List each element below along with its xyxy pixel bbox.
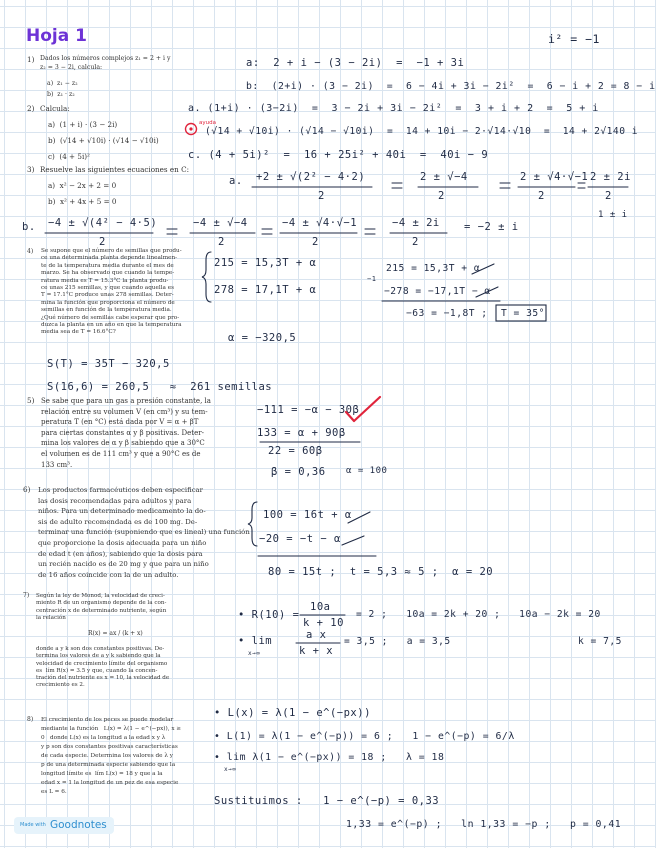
brace-system-4 (202, 252, 211, 302)
problem-3b: b) x² + 4x + 5 = 0 (48, 197, 117, 206)
answer-7-lim-num: a x (306, 629, 327, 641)
answer-3b-step2-num: −4 ± √4·√−1 (282, 217, 358, 229)
system-6-eq2: −20 = −t − α (259, 533, 341, 545)
answer-3b-step2-den: 2 (312, 236, 319, 248)
answer-3a-step3-den: 2 (605, 190, 612, 202)
result-beta: β = 0,36 (271, 466, 326, 478)
help-note: ayuda (199, 120, 216, 126)
strike-alpha-2 (476, 287, 498, 297)
problem-4-number: 4) (27, 248, 34, 255)
answer-3b-numerator: −4 ± √(4² − 4·5) (48, 217, 158, 229)
system-5-eq1: −111 = −α − 30β (257, 404, 360, 416)
problem-6-number: 6) (23, 485, 31, 494)
problem-1b: b) z₁ · z₂ (47, 91, 75, 98)
answer-2a: a. (1+i) · (3−2i) = 3 − 2i + 3i − 2i² = 3 + i + 2 = 5 + i (188, 103, 599, 114)
system-4-eq2: 278 = 17,1T + α (214, 284, 317, 296)
problem-1a: a) z₁ − z₂ (47, 80, 78, 87)
badge-brand: Goodnotes (50, 819, 107, 831)
answer-3b-step3-den: 2 (412, 236, 419, 248)
system-4-eq1: 215 = 15,3T + α (214, 257, 317, 269)
result-alpha: α = −320,5 (228, 332, 297, 344)
answer-8-substitute: Sustituimos : 1 − e^(−p) = 0,33 (214, 795, 440, 807)
answer-3a-label: a. (229, 175, 243, 187)
problem-7-formula: R(x) = ax / (k + x) (88, 630, 143, 637)
problem-2a: a) (1 + i) · (3 − 2i) (48, 120, 118, 129)
result-T: T = 35° (501, 308, 545, 319)
page-title: Hoja 1 (26, 26, 87, 46)
result-alpha-5: α = 100 (346, 466, 388, 476)
answer-3b-result: = −2 ± i (464, 221, 519, 233)
system-4-row2: −278 = −17,1T − α (384, 286, 491, 297)
system-4-row3: −63 = −1,8T ; (406, 308, 488, 319)
answer-3a-step2-den: 2 (538, 190, 545, 202)
answer-7-lim-den: k + x (299, 645, 334, 657)
badge-made-with: Made with (20, 822, 46, 828)
checkmark-icon (346, 397, 380, 421)
system-6-result: 80 = 15t ; t = 5,3 ≈ 5 ; α = 20 (268, 566, 494, 578)
system-5-eq3: 22 = 60β (268, 445, 323, 457)
answer-8-L: • L(x) = λ(1 − e^(−px)) (214, 707, 371, 719)
answer-3b-step1-den: 2 (218, 236, 225, 248)
problem-2-number: 2) (27, 104, 35, 113)
help-dot-icon (189, 127, 192, 130)
problem-5-text: Se sabe que para un gas a presión constante, la relación entre su volumen V (en cm³) y su tem- peratura T (en °C) está dada por V = α + βT para ciertas constantes α y β positivas. Deter- mina los valores de α y β sabiendo que a 30°C el volumen es de 111 cm³ y que a 90°C es de 133 cm³. (41, 397, 211, 469)
answer-8-L1: • L(1) = λ(1 − e^(−p)) = 6 ; 1 − e^(−p) = 6/λ (214, 731, 515, 742)
i-squared-note: i² = −1 (548, 32, 600, 46)
problem-7-text: Según la ley de Monod, la velocidad de creci- miento R de un organismo depende de la con- centración x de determinado nutriente, según la relación (36, 593, 167, 621)
answer-8-lambda: • lim λ(1 − e^(−px)) = 18 ; λ = 18 (214, 752, 445, 763)
strike-alpha-1 (472, 264, 494, 274)
answer-3a-step3-num: 2 ± 2i (590, 171, 631, 183)
system-6-eq1: 100 = 16t + α (263, 509, 352, 521)
answer-7-lim-sub: x→∞ (248, 650, 261, 657)
problem-6-text: Los productos farmacéuticos deben especificar las dosis recomendadas para adultos y para niños. Para un determinado medicamento la do- sis de adulto recomendada es de 100 mg. De- terminar una función (suponiendo que es lineal) una función que proporcione la dosis adecuada para un niño de edad t (en años), sabiendo que la dosis para un recién nacido es de 20 mg y que para un niño de 16 años coincide con la de un adulto. (38, 486, 250, 579)
answer-3b-label: b. (22, 221, 36, 233)
answer-7-eq1: = 2 ; 10a = 2k + 20 ; 10a − 2k = 20 (356, 609, 601, 620)
problem-1-number: 1) (27, 55, 35, 64)
answer-3a-step1-den: 2 (438, 190, 445, 202)
system-5-eq2: 133 = α + 90β (257, 427, 346, 439)
answer-2c: c. (4 + 5i)² = 16 + 25i² + 40i = 40i − 9 (188, 149, 489, 161)
strike-alpha-4 (342, 536, 364, 545)
result-S166: S(16,6) = 260,5 ≈ 261 semillas (47, 381, 273, 393)
problem-5-number: 5) (27, 396, 35, 405)
function-S: S(T) = 35T − 320,5 (47, 358, 170, 370)
answer-3b-denominator: 2 (99, 236, 106, 248)
answer-7-R10: • R(10) = (238, 609, 300, 621)
problem-1-text: Dados los números complejos z₁ = 2 + i y z₂ = 3 − 2i, calcula: (40, 55, 171, 71)
problem-3-text: Resuelve las siguientes ecuaciones en C: (40, 165, 189, 174)
problem-2c: c) (4 + 5i)² (48, 152, 90, 161)
answer-8-p: 1,33 = e^(−p) ; ln 1,33 = −p ; p = 0,41 (346, 819, 622, 830)
problem-2-text: Calcula: (40, 104, 70, 113)
answer-3a-result: 1 ± i (598, 210, 628, 220)
answer-3b-step1-num: −4 ± √−4 (193, 217, 248, 229)
answer-3a-denominator: 2 (318, 190, 325, 202)
answer-7-R10-den: k + 10 (303, 617, 344, 629)
answer-7-k: k = 7,5 (578, 636, 622, 647)
problem-4-text: Se supone que el número de semillas que produ- ce una determinada planta depende linealmen- te de la temperatura media durante el mes de marzo. Se ha observado que cuando la tempe- ratura media es T = 15.3°C la planta produ- ce unas 215 semillas, y que cuando aquella es T = 17.1°C produce unas 278 semillas. Deter- mina la función que proporciona el número de semillas en función de la temperatura media. ¿Qué número de semillas cabe esperar que pro- duzca la planta en un año en que la temperatura media sea de T = 16.6°C? (41, 248, 182, 336)
answer-7-R10-num: 10a (310, 601, 331, 613)
answer-1b: b: (2+i) · (3 − 2i) = 6 − 4i + 3i − 2i² = 6 − i + 2 = 8 − i (246, 81, 656, 92)
goodnotes-badge (14, 817, 114, 834)
answer-2b: (√14 + √10i) · (√14 − √10i) = 14 + 10i − 2·√14·√10 = 14 + 2√140 i (205, 126, 639, 137)
problem-3a: a) x² − 2x + 2 = 0 (48, 181, 117, 190)
answer-7-lim: • lim (238, 635, 273, 647)
system-4-multiplier: −1 (367, 275, 377, 283)
answer-3a-numerator: +2 ± √(2² − 4·2) (256, 171, 366, 183)
problem-3-number: 3) (27, 165, 35, 174)
problem-7-text-2: donde a y k son dos constantes positivas. De- termina los valores de a y k sabiendo que la velocidad de crecimiento límite del organismo es lím R(x) = 3.5 y que, cuando la concen- tración del nutriente es x = 10, la velocidad de crecimiento es 2. (36, 646, 170, 689)
system-4-row1: 215 = 15,3T + α (386, 263, 481, 274)
problem-7-number: 7) (23, 592, 30, 599)
answer-1a: a: 2 + i − (3 − 2i) = −1 + 3i (246, 57, 465, 69)
problem-2b: b) (√14 + √10i) · (√14 − √10i) (48, 136, 159, 145)
answer-3a-step2-num: 2 ± √4·√−1 (520, 171, 589, 183)
answer-3a-step1-num: 2 ± √−4 (420, 171, 468, 183)
brace-system-6 (248, 502, 257, 546)
problem-8-text: El crecimiento de los peces se puede modelar mediante la función L(x) = λ(1 − e^(−px)), x ≥ 0 donde L(x) es la longitud a la edad x y λ y p son dos constantes positivas características de cada especie. Determina los valores de λ y p de una determinada especie sabiendo que la longitud límite es lím L(x) = 18 y que a la edad x = 1 la longitud de un pez de esa especie es L = 6. (41, 717, 182, 795)
problem-8-number: 8) (27, 716, 34, 723)
strike-alpha-3 (348, 512, 370, 523)
answer-7-a: = 3,5 ; a = 3,5 (344, 636, 451, 647)
answer-3b-step3-num: −4 ± 2i (392, 217, 440, 229)
answer-8-lim-sub: x→∞ (224, 766, 237, 773)
box-T (496, 305, 546, 321)
